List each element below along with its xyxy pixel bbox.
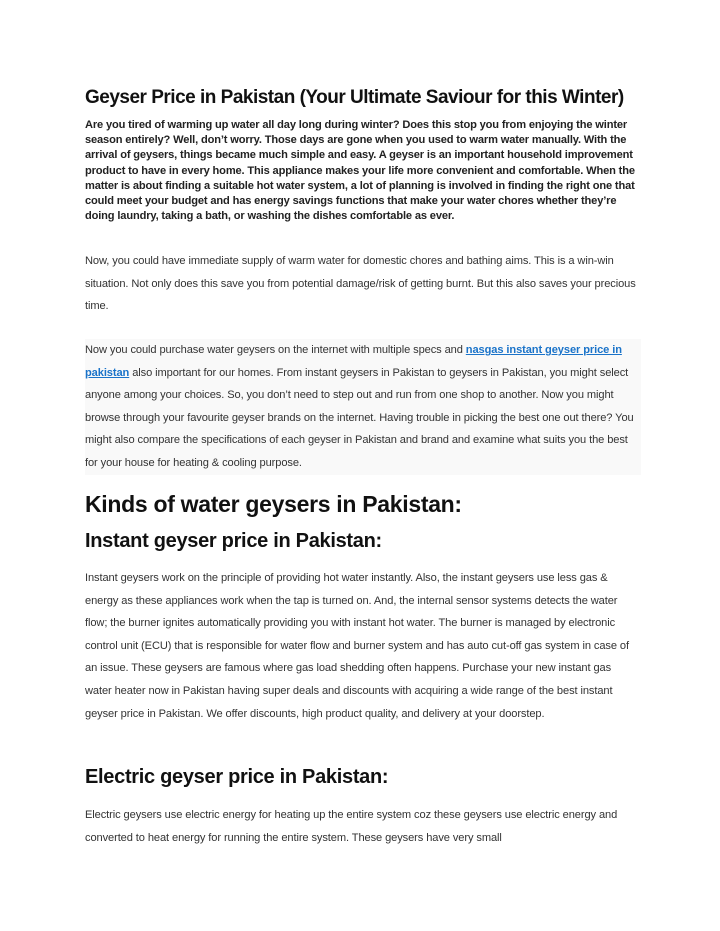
heading-electric-geyser: Electric geyser price in Pakistan: bbox=[85, 766, 389, 788]
paragraph-instant-geyser: Instant geysers work on the principle of providing hot water instantly. Also, the instant geysers use less gas & energy as these appliances work when the tap is turned on. And, the internal sensor systems detects the water flow; the burner ignites automatically providing you with instant hot water. The burner is managed by electronic control unit (ECU) that is responsible for water flow and burner system and has auto cut-off gas system in case of an issue. These geysers are famous where gas load shedding often happens. Purchase your new instant gas water heater now in Pakistan having super deals and discounts with acquiring a wide range of the best instant geyser price in Pakistan. We offer discounts, high product quality, and delivery at your doorstep. bbox=[85, 572, 629, 720]
paragraph-electric-geyser: Electric geysers use electric energy for heating up the entire system coz these geysers use electric energy and converted to heat energy for running the entire system. These geysers have very small bbox=[85, 809, 618, 844]
heading-kinds-of-geysers: Kinds of water geysers in Pakistan: bbox=[85, 491, 462, 517]
paragraph-warm-water: Now, you could have immediate supply of warm water for domestic chores and bathing aims. This is a win-win situation. Not only does this save you from potential damage/risk of getting burnt. But this also saves your precious time. bbox=[85, 255, 636, 313]
paragraph-purchase-online bbox=[85, 339, 641, 475]
heading-instant-geyser: Instant geyser price in Pakistan: bbox=[85, 530, 382, 552]
nasgas-geyser-link[interactable]: nasgas instant geyser price in pakistan bbox=[85, 344, 622, 379]
intro-paragraph: Are you tired of warming up water all day long during winter? Does this stop you from enjoying the winter season entirely? Well, don’t worry. Those days are gone when you used to warm water manually. With the arrival of geysers, things became much simple and easy. A geyser is an important household improvement product to have in every home. This appliance makes your life more convenient and comfortable. When the matter is about finding a suitable hot water system, a lot of planning is involved in finding the right one that could meet your budget and has energy savings functions that make your water chores whether they’re doing laundry, taking a bath, or washing the dishes comfortable as ever. bbox=[85, 119, 635, 223]
paragraph-purchase-text-after: also important for our homes. From instant geysers in Pakistan to geysers in Pakistan, you might select anyone among your choices. So, you don’t need to step out and run from one shop to another. Now you might browse through your favourite geyser brands on the internet. Having trouble in picking the best one out there? You might also compare the specifications of each geyser in Pakistan and brand and examine what suits you the best for your house for heating & cooling purpose. bbox=[85, 366, 634, 469]
article-title: Geyser Price in Pakistan (Your Ultimate Saviour for this Winter) bbox=[85, 87, 624, 108]
paragraph-purchase-text-before: Now you could purchase water geysers on the internet with multiple specs and bbox=[85, 344, 466, 356]
